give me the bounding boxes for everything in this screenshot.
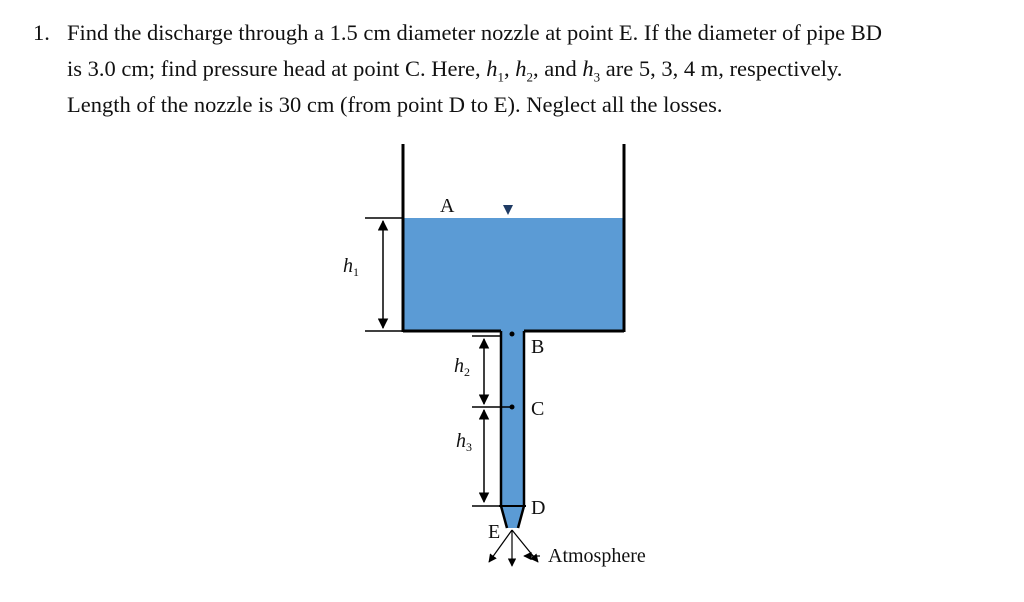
label-B: B bbox=[531, 336, 545, 358]
point-B-marker bbox=[510, 332, 515, 337]
free-surface-icon bbox=[503, 205, 513, 215]
separator: , and bbox=[533, 56, 577, 81]
atmosphere-arrow-right bbox=[512, 530, 538, 562]
label-D: D bbox=[531, 497, 546, 519]
atmosphere-label: Atmosphere bbox=[548, 545, 646, 567]
problem-line-3: Length of the nozzle is 30 cm (from point D to E). Neglect all the losses. bbox=[67, 92, 723, 117]
label-A: A bbox=[440, 195, 455, 217]
pipe-water bbox=[501, 332, 524, 506]
h2-symbol: $h_2$ bbox=[515, 56, 534, 85]
point-C-marker bbox=[510, 405, 515, 410]
problem-line-1: Find the discharge through a 1.5 cm diameter nozzle at point E. If the diameter of pipe BD bbox=[67, 20, 882, 45]
label-C: C bbox=[531, 398, 545, 420]
h2-label: $h_2$ bbox=[454, 355, 470, 379]
h1-label: $h_1$ bbox=[343, 255, 359, 279]
h1-symbol: $h_1$ bbox=[486, 56, 505, 85]
problem-line-2-start: is 3.0 cm; find pressure head at point C. Here, bbox=[67, 56, 481, 81]
h3-label: $h_3$ bbox=[456, 430, 472, 454]
separator: , bbox=[504, 56, 510, 81]
tank-water bbox=[403, 218, 623, 332]
problem-number: 1. bbox=[33, 20, 50, 45]
label-E: E bbox=[488, 521, 501, 543]
problem-line-2-end: are 5, 3, 4 m, respectively. bbox=[605, 56, 843, 81]
h3-symbol: $h_3$ bbox=[582, 56, 601, 85]
